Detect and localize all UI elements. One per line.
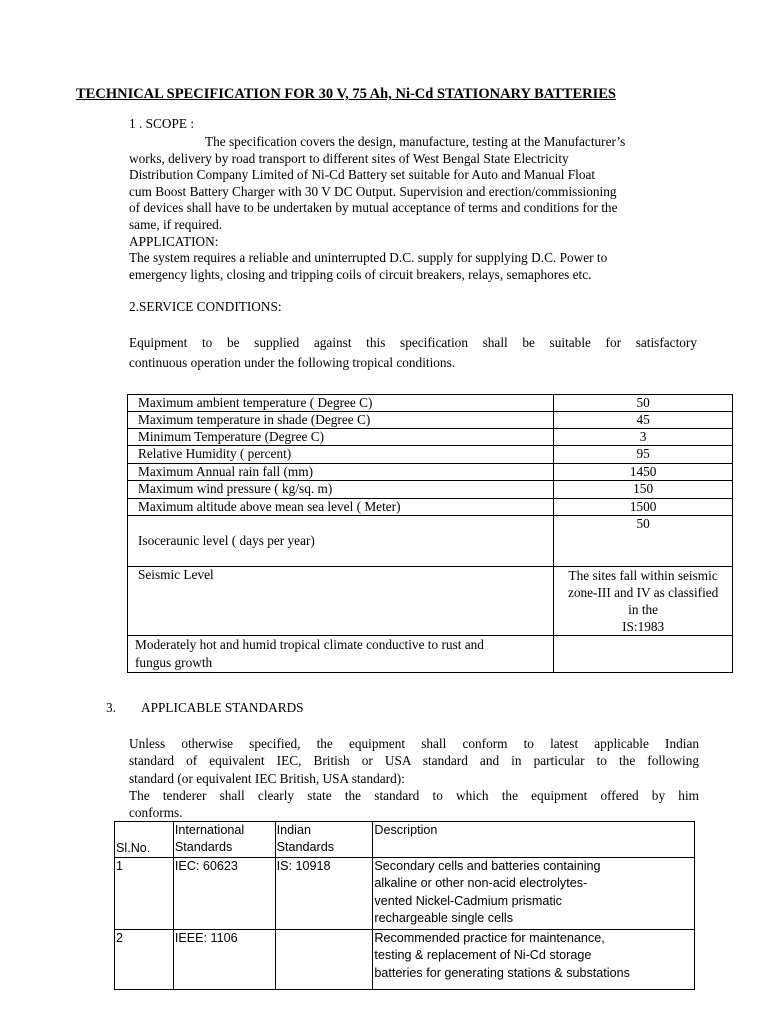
cell-slno: 1 — [115, 858, 174, 930]
condition-value: 95 — [554, 446, 733, 464]
header-line: Standards — [174, 840, 233, 855]
condition-label: Maximum wind pressure ( kg/sq. m) — [128, 481, 554, 499]
standards-line: standard of equivalent IEC, British or USA standard and in particular to the following — [129, 753, 699, 769]
condition-label: Seismic Level — [128, 567, 554, 636]
table-header-row — [115, 822, 695, 858]
table-row — [128, 464, 733, 481]
service-paragraph — [129, 333, 697, 373]
condition-label-line: fungus growth — [135, 655, 213, 670]
scope-line: works, delivery by road transport to different sites of West Bengal State Electricity — [129, 150, 569, 166]
condition-value: 150 — [554, 481, 733, 499]
standards-line: standard (or equivalent IEC British, USA standard): — [129, 770, 405, 786]
standards-line: conforms. — [129, 805, 183, 821]
header-line: Indian — [276, 823, 311, 837]
scope-line: of devices shall have to be undertaken by mutual acceptance of terms and conditions for the — [129, 200, 618, 216]
standards-table — [114, 821, 695, 990]
scope-line: The specification covers the design, manufacture, testing at the Manufacturer’s — [205, 134, 626, 149]
table-row — [128, 395, 733, 412]
standards-line: The tenderer shall clearly state the standard to which the equipment offered by him — [129, 787, 699, 803]
condition-value-line: zone-III and IV as classified — [567, 585, 719, 600]
table-row — [128, 567, 733, 636]
table-row — [128, 429, 733, 446]
description-line — [374, 893, 694, 910]
cell-indian: IS: 10918 — [275, 858, 373, 930]
application-line: The system requires a reliable and uninterrupted D.C. supply for supplying D.C. Power to — [129, 250, 608, 266]
condition-value — [554, 636, 733, 673]
condition-value: 3 — [554, 429, 733, 446]
description-line: testing & replacement of Ni-Cd storage — [374, 948, 592, 963]
condition-value-line: in the — [628, 602, 659, 617]
condition-label: Maximum altitude above mean sea level ( Meter) — [128, 499, 554, 516]
condition-label: Maximum ambient temperature ( Degree C) — [128, 395, 554, 412]
standards-number: 3. — [106, 700, 116, 715]
table-row — [128, 636, 733, 673]
condition-value: 1450 — [554, 464, 733, 481]
table-row — [115, 858, 695, 930]
cell-description — [373, 930, 695, 990]
column-header-description: Description — [373, 822, 695, 858]
scope-paragraph — [129, 134, 699, 283]
condition-value: 1500 — [554, 499, 733, 516]
header-line: International — [174, 823, 245, 837]
table-row — [128, 481, 733, 499]
service-heading: 2.SERVICE CONDITIONS: — [129, 299, 282, 314]
document-title: TECHNICAL SPECIFICATION FOR 30 V, 75 Ah, Ni-Cd STATIONARY BATTERIES — [76, 86, 616, 102]
table-row — [128, 516, 733, 567]
condition-value-line: The sites fall within seismic — [568, 568, 718, 583]
condition-label — [128, 636, 554, 673]
condition-label: Maximum temperature in shade (Degree C) — [128, 412, 554, 429]
condition-label-line: Moderately hot and humid tropical climate conductive to rust and — [135, 637, 484, 652]
table-row — [115, 930, 695, 990]
cell-international: IEC: 60623 — [173, 858, 275, 930]
standards-line: Unless otherwise specified, the equipment shall conform to latest applicable Indian — [129, 736, 699, 751]
application-heading: APPLICATION: — [129, 233, 219, 249]
scope-line: same, if required. — [129, 216, 223, 232]
table-row — [128, 412, 733, 429]
scope-heading: 1 . SCOPE : — [129, 116, 195, 131]
condition-value: 50 — [554, 395, 733, 412]
description-text: vented Nickel-Cadmium prismatic — [374, 893, 562, 908]
description-line: batteries for generating stations & substations — [374, 965, 630, 980]
cell-slno: 2 — [115, 930, 174, 990]
table-row — [128, 499, 733, 516]
condition-label: Relative Humidity ( percent) — [128, 446, 554, 464]
scope-line: cum Boost Battery Charger with 30 V DC Output. Supervision and erection/commissioning — [129, 183, 617, 199]
description-line: rechargeable single cells — [374, 910, 514, 925]
description-line: Recommended practice for maintenance, — [374, 931, 605, 945]
scope-line: Distribution Company Limited of Ni-Cd Battery set suitable for Auto and Manual Float — [129, 167, 596, 183]
description-line: Secondary cells and batteries containing — [374, 859, 601, 873]
standards-heading: APPLICABLE STANDARDS — [141, 700, 304, 715]
column-header-slno: Sl.No. — [115, 822, 174, 858]
header-line: Standards — [276, 840, 335, 855]
cell-description — [373, 858, 695, 930]
table-row — [128, 446, 733, 464]
condition-label: Isoceraunic level ( days per year) — [128, 516, 554, 567]
cell-indian — [275, 930, 373, 990]
condition-value: 50 — [554, 516, 733, 567]
column-header-international — [173, 822, 275, 858]
condition-label: Minimum Temperature (Degree C) — [128, 429, 554, 446]
cell-international: IEEE: 1106 — [173, 930, 275, 990]
standards-paragraph — [129, 735, 699, 821]
service-line: continuous operation under the following tropical conditions. — [129, 355, 456, 370]
condition-value — [554, 567, 733, 636]
description-line: alkaline or other non-acid electrolytes- — [374, 876, 588, 891]
condition-label: Maximum Annual rain fall (mm) — [128, 464, 554, 481]
service-conditions-table — [127, 394, 733, 673]
condition-value: 45 — [554, 412, 733, 429]
service-line: Equipment to be supplied against this specification shall be suitable for satisfactory — [129, 335, 697, 350]
column-header-indian — [275, 822, 373, 858]
application-line: emergency lights, closing and tripping coils of circuit breakers, relays, semaphores etc. — [129, 266, 592, 282]
condition-value-line: IS:1983 — [622, 619, 665, 634]
